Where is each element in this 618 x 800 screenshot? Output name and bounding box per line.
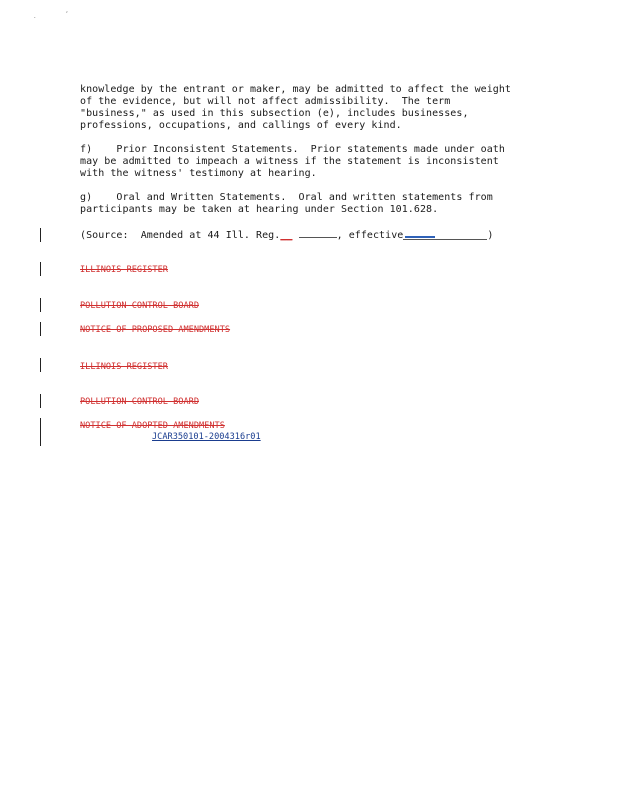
source-suffix: ) [487,230,494,241]
header-mark: ʼ [65,11,69,18]
deleted-header: POLLUTION CONTROL BOARD [80,301,199,311]
change-bar [40,394,41,408]
source-prefix: (Source: Amended at 44 Ill. Reg. [80,230,281,241]
change-bar [40,228,41,242]
source-middle: , effective [336,230,404,241]
header-mark: . [33,13,37,20]
text-line: may be admitted to impeach a witness if the statement is inconsistent [80,156,499,167]
text-line: with the witness' testimony at hearing. [80,168,317,179]
deleted-header: ILLINOIS REGISTER [80,265,168,275]
text-line: "business," as used in this subsection (e), includes businesses, [80,108,469,119]
text-line: g) Oral and Written Statements. Oral and written statements from [80,192,493,203]
deleted-header: POLLUTION CONTROL BOARD [80,397,199,407]
text-line: of the evidence, but will not affect admissibility. The term [80,96,451,107]
text-line: professions, occupations, and callings of every kind. [80,120,402,131]
text-line: f) Prior Inconsistent Statements. Prior statements made under oath [80,144,505,155]
deleted-header: NOTICE OF PROPOSED AMENDMENTS [80,325,231,335]
change-bar [40,298,41,312]
text-line: knowledge by the entrant or maker, may be admitted to affect the weight [80,84,512,95]
text-line: participants may be taken at hearing under Section 101.628. [80,204,439,215]
inserted-underline [405,236,435,238]
blank-field [299,228,337,238]
change-bar [40,358,41,372]
blank-field [403,230,487,240]
change-bar [40,322,41,336]
deleted-header: ILLINOIS REGISTER [80,362,168,372]
inserted-mark: __ [280,230,293,241]
change-bar [40,262,41,276]
change-bar [40,418,41,446]
document-code: JCAR350101-2004316r01 [152,432,261,442]
source-note [80,228,550,242]
deleted-header: NOTICE OF ADOPTED AMENDMENTS [80,421,225,431]
